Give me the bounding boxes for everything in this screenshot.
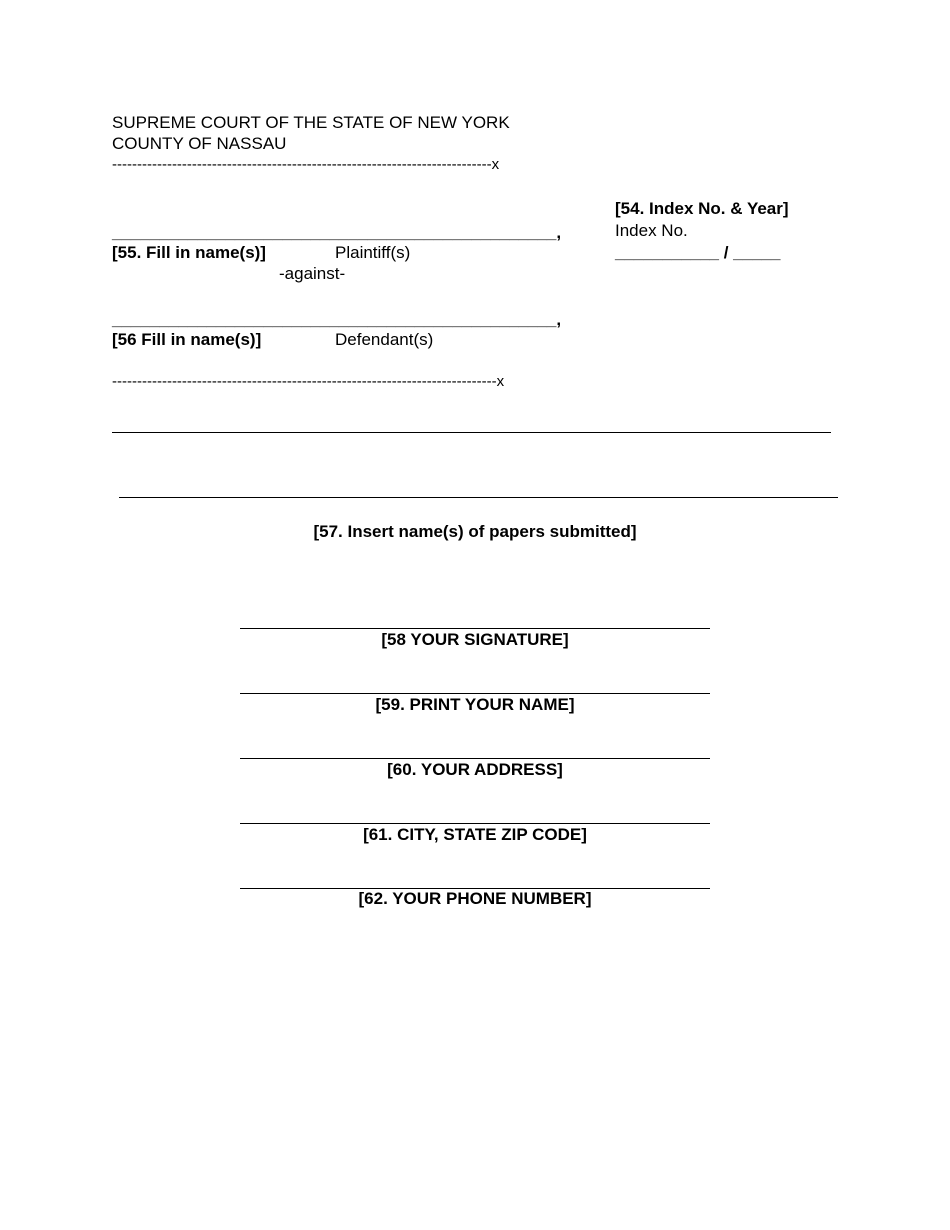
signature-line[interactable]	[240, 628, 710, 629]
city-state-zip-line[interactable]	[240, 823, 710, 824]
papers-line-1[interactable]	[112, 432, 831, 433]
index-fill-blank[interactable]: ___________ / _____	[615, 243, 781, 262]
print-name-label: [59. PRINT YOUR NAME]	[375, 695, 575, 714]
papers-line-2[interactable]	[119, 497, 838, 498]
papers-instruction: [57. Insert name(s) of papers submitted]	[313, 522, 637, 541]
caption-divider-top: ----------------------------------------------------------------------------x	[112, 156, 500, 173]
court-name: SUPREME COURT OF THE STATE OF NEW YORK	[112, 113, 510, 132]
plaintiff-role: Plaintiff(s)	[335, 243, 411, 262]
index-heading: [54. Index No. & Year]	[615, 199, 789, 218]
against-label: -against-	[279, 264, 346, 283]
index-label: Index No.	[615, 221, 688, 240]
phone-label: [62. YOUR PHONE NUMBER]	[358, 889, 592, 908]
signature-label: [58 YOUR SIGNATURE]	[381, 630, 569, 649]
plaintiff-instruction: [55. Fill in name(s)]	[112, 243, 266, 262]
plaintiff-name-blank[interactable]: _______________________________________________,	[112, 223, 562, 242]
city-state-zip-label: [61. CITY, STATE ZIP CODE]	[363, 825, 587, 844]
county-name: COUNTY OF NASSAU	[112, 134, 287, 153]
defendant-instruction: [56 Fill in name(s)]	[112, 330, 262, 349]
caption-divider-bottom: -----------------------------------------------------------------------------x	[112, 373, 505, 390]
defendant-name-blank[interactable]: _______________________________________________,	[112, 310, 562, 329]
defendant-role: Defendant(s)	[335, 330, 434, 349]
address-line[interactable]	[240, 758, 710, 759]
address-label: [60. YOUR ADDRESS]	[387, 760, 563, 779]
print-name-line[interactable]	[240, 693, 710, 694]
